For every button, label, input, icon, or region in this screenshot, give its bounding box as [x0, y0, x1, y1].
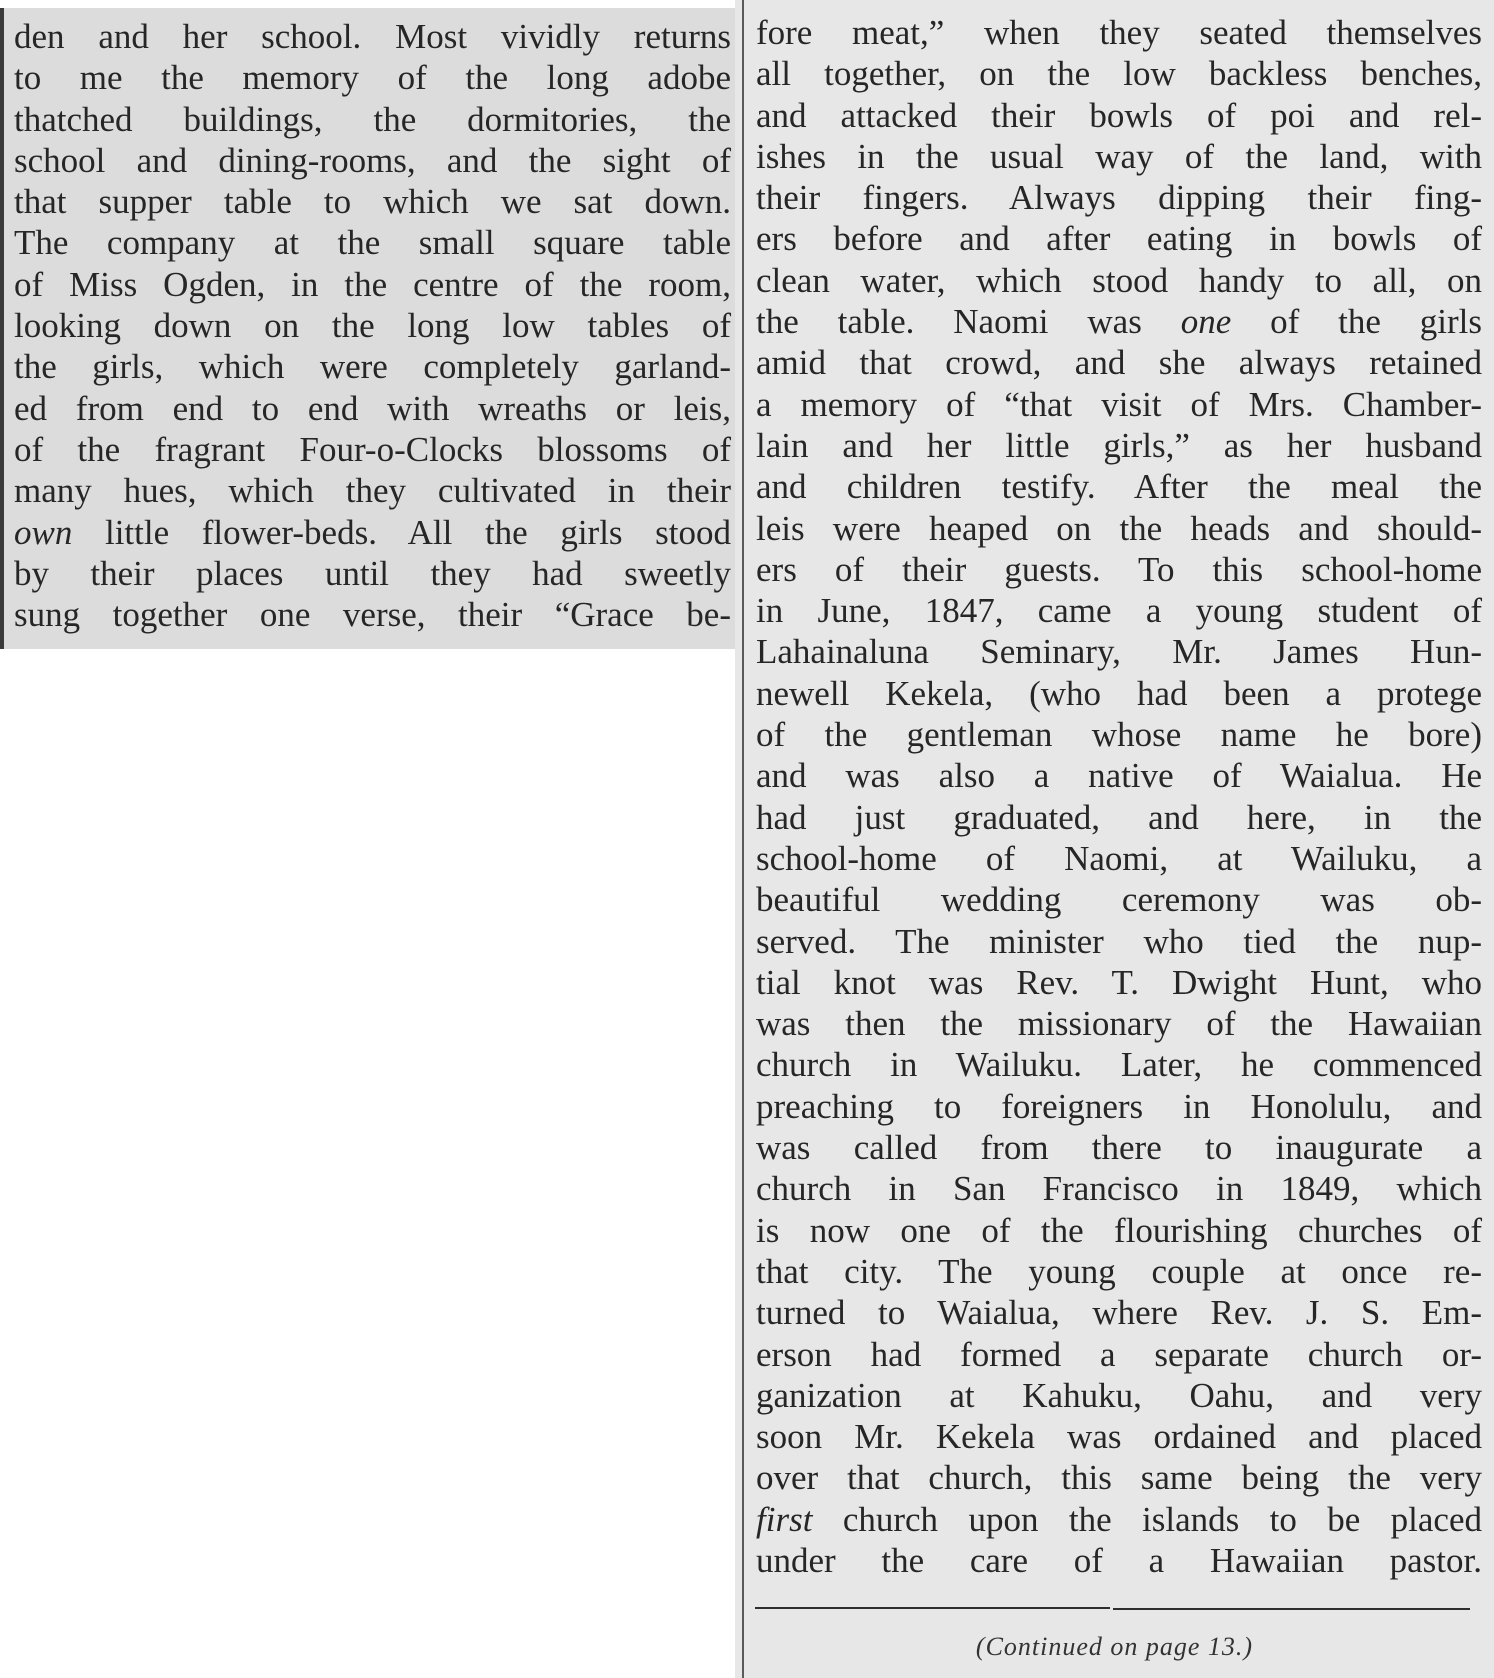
- text-line: school-home of Naomi, at Wailuku, a: [756, 838, 1482, 878]
- text-line: erson had formed a separate church or-: [756, 1334, 1482, 1374]
- text-line: church in Wailuku. Later, he commenced: [756, 1045, 1482, 1085]
- text-line: looking down on the long low tables of: [14, 306, 731, 346]
- continued-notice: (Continued on page 13.): [975, 1632, 1254, 1661]
- section-divider: [755, 1607, 1470, 1613]
- text-line: preaching to foreigners in Honolulu, and: [756, 1086, 1482, 1126]
- italic-word: first: [756, 1499, 813, 1539]
- text-line: the girls, which were completely garland-: [14, 347, 731, 387]
- text-line: of the gentleman whose name he bore): [756, 715, 1482, 755]
- text-line: [14, 512, 731, 553]
- text-line: ers before and after eating in bowls of: [756, 219, 1482, 259]
- text-line: church in San Francisco in 1849, which: [756, 1169, 1482, 1209]
- text-line: thatched buildings, the dormitories, the: [14, 99, 731, 139]
- text-line: ganization at Kahuku, Oahu, and very: [756, 1375, 1482, 1415]
- text-line: beautiful wedding ceremony was ob-: [756, 880, 1482, 920]
- text-line: tial knot was Rev. T. Dwight Hunt, who: [756, 962, 1482, 1002]
- text-line: soon Mr. Kekela was ordained and placed: [756, 1417, 1482, 1457]
- text-line: that supper table to which we sat down.: [14, 182, 731, 222]
- text-line: in June, 1847, came a young student of: [756, 591, 1482, 631]
- text-span: the table. Naomi was: [756, 302, 1181, 342]
- text-line: den and her school. Most vividly returns: [14, 17, 731, 56]
- text-line: school and dining-rooms, and the sight of: [14, 140, 731, 180]
- text-line: of the fragrant Four-o-Clocks blossoms of: [14, 429, 731, 469]
- text-line: leis were heaped on the heads and should-: [756, 508, 1482, 548]
- text-line: newell Kekela, (who had been a protege: [756, 673, 1482, 713]
- text-line: and children testify. After the meal the: [756, 467, 1482, 507]
- text-line: clean water, which stood handy to all, on: [756, 260, 1482, 300]
- text-line: sung together one verse, their “Grace be-: [14, 595, 731, 635]
- text-line: [756, 301, 1482, 342]
- text-line: The company at the small square table: [14, 223, 731, 263]
- text-line: is now one of the flourishing churches of: [756, 1210, 1482, 1250]
- text-line: ishes in the usual way of the land, with: [756, 136, 1482, 176]
- text-line: lain and her little girls,” as her husband: [756, 425, 1482, 465]
- text-line: ers of their guests. To this school-home: [756, 549, 1482, 589]
- italic-word: one: [1180, 302, 1232, 342]
- text-line: served. The minister who tied the nup-: [756, 921, 1482, 961]
- text-line: fore meat,” when they seated themselves: [756, 13, 1482, 52]
- text-line: of Miss Ogden, in the centre of the room,: [14, 264, 731, 304]
- text-line: and was also a native of Waialua. He: [756, 756, 1482, 796]
- right-column: [735, 0, 1494, 1678]
- text-span: of the girls: [1231, 302, 1482, 342]
- text-line: many hues, which they cultivated in their: [14, 471, 731, 511]
- text-line: ed from end to end with wreaths or leis,: [14, 388, 731, 428]
- italic-word: own: [14, 512, 73, 552]
- text-line: that city. The young couple at once re-: [756, 1251, 1482, 1291]
- text-line: amid that crowd, and she always retained: [756, 343, 1482, 383]
- text-line: under the care of a Hawaiian pastor.: [756, 1540, 1482, 1580]
- text-line: Lahainaluna Seminary, Mr. James Hun-: [756, 632, 1482, 672]
- text-span: church upon the islands to be placed: [812, 1499, 1482, 1539]
- text-line: was called from there to inaugurate a: [756, 1128, 1482, 1168]
- divider-line: [755, 1607, 1110, 1609]
- text-line: to me the memory of the long adobe: [14, 58, 731, 98]
- text-line: their fingers. Always dipping their fing-: [756, 178, 1482, 218]
- text-line: a memory of “that visit of Mrs. Chamber-: [756, 384, 1482, 424]
- text-line: over that church, this same being the very: [756, 1458, 1482, 1498]
- text-line: by their places until they had sweetly: [14, 553, 731, 593]
- left-column: [0, 8, 735, 649]
- text-line: all together, on the low backless benches,: [756, 54, 1482, 94]
- text-line: and attacked their bowls of poi and rel-: [756, 95, 1482, 135]
- text-span: little flower-beds. All the girls stood: [104, 512, 731, 552]
- text-line: was then the missionary of the Hawaiian: [756, 1004, 1482, 1044]
- text-line: had just graduated, and here, in the: [756, 797, 1482, 837]
- text-line: turned to Waialua, where Rev. J. S. Em-: [756, 1293, 1482, 1333]
- divider-line: [1113, 1608, 1470, 1610]
- text-line: [756, 1499, 1482, 1540]
